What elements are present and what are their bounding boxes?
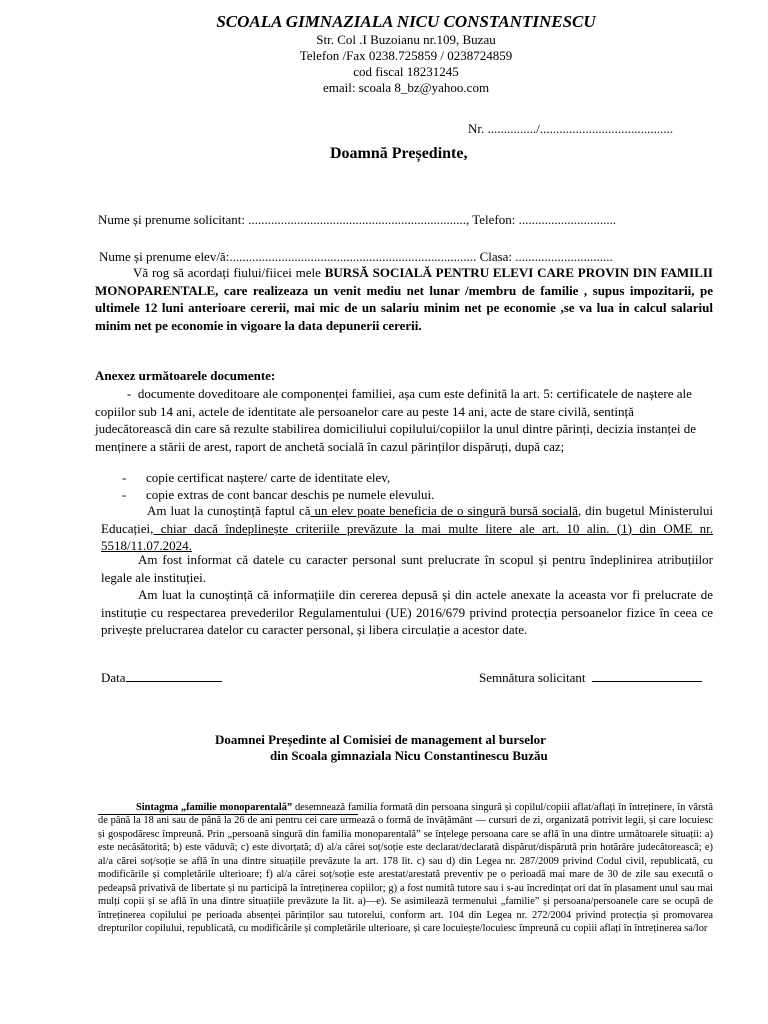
date-label: Data (101, 670, 126, 685)
statement-single-scholarship (101, 502, 713, 555)
request-bold-text: BURSĂ SOCIALĂ PENTRU ELEVI CARE PROVIN DIN FAMILII MONOPARENTALE, care realizeaza un venit mediu net lunar /membru de familie , supus impozitarii, pe ultimele 12 luni anterioare cererii, mai mic de un salariu minim net pe economie ,se va lua in calcul salariul minim net pe economie in vigoare la data depunerii cererii. (95, 265, 713, 333)
item-dash: - (127, 386, 132, 401)
footnote-term: Sintagma „familie monoparentală” (136, 802, 293, 813)
statement-gdpr: Am luat la cunoștință că informațiile din cererea depusă și din actele anexate la aceasta vor fi prelucrate de instituție cu respectarea prevederilor Regulamentului (UE) 2016/679 privind protecția persoanelor fizice în ceea ce privește prelucrarea datelor cu caracter personal, și libera circulație a acestor date. (101, 587, 713, 637)
request-intro: Vă rog să acordați fiului/fiicei mele (133, 265, 325, 280)
applicant-field: Nume și prenume solicitant: ..................................................................., Telefon: .............................. (98, 212, 617, 227)
footnote-text: desemnează familia formată din persoana singură și copilul/copiii aflat/aflați în întreținere, în vârstă de până la 18 ani sau de până la 26 de ani pentru cei care urmează o formă de învățământ — cursuri de zi, organizată potrivit legii, și care locuiesc și gospodăresc împreună. Prin „persoană singură din familia monoparentală” se înțelege persoana care se află în una dintre următoarele situații: a) este necăsătorită; b) este văduvă; c) este divorțată; d) al/a cărei soț/soție este declarat/declarată dispărut/dispărută prin hotărâre judecătorească; e) al/a cărei soț/soție se află în una dintre situațiile prevăzute la art. 178 lit. c) sau d) din Legea nr. 287/2009 privind Codul civil, republicată, cu modificările și completările ulterioare; f) al/a cărei soț/soție este arestat/arestată preventiv pe o perioadă mai mare de 30 de zile sau execută o pedeapsă privativă de libertate și nu participă la întreținerea copiilor; g) a fost numită tutore sau i s-au încredințat ori dat în plasament unul sau mai mulți copii și se află în una dintre situațiile prevăzute la lit. a)—e). Se asimilează termenului „familie” și persoana/persoanele care se ocupă de întreținerea copilului pe perioada absenței părinților sau tutorelui, conform art. 104 din Legea nr. 272/2004 privind protecția și promovarea drepturilor copilului, republicată, cu modificările și completările ulterioare, și care locuiește/locuiesc împreună cu copiii aflați în întreținerea sa/lor (98, 802, 713, 935)
item-dash: - (122, 487, 127, 502)
school-fiscal-code: cod fiscal 18231245 (353, 64, 459, 79)
signature-field (479, 669, 702, 686)
statement-1-text: Am luat la cunoștință faptul că (147, 503, 311, 518)
documents-item-1 (95, 385, 713, 455)
documents-heading: Anexez următoarele documente: (95, 368, 276, 383)
statement-1-underlined: un elev poate beneficia de o singură bursă socială (310, 503, 578, 518)
documents-item-1-text: documente doveditoare ale componenței familiei, așa cum este definită la art. 5: certificatele de naștere ale copiilor sub 14 ani, actele de identitate ale persoanelor care au peste 14 ani, acte de stare civilă, sentință judecătorească din care să rezulte stabilirea domiciliului copilului/copiilor la unul dintre părinți, decizia instanței de menținere a stării de arest, raport de anchetă socială în cazul părinților dispăruți, după caz; (95, 386, 697, 454)
salutation: Doamnă Președinte, (330, 145, 468, 162)
date-field (101, 669, 222, 686)
documents-item-3-text: copie extras de cont bancar deschis pe numele elevului. (146, 487, 435, 502)
statement-1-budget: , din bugetul Ministerului Educației (101, 503, 713, 536)
documents-item-2-text: copie certificat naștere/ carte de identitate elev, (146, 470, 391, 485)
statement-1-criteria: , chiar dacă îndeplinește criteriile prevăzute la mai multe litere ale art. 10 alin. (1) din OME nr. 5518/11.07.2024. (101, 520, 713, 553)
statement-personal-data: Am fost informat că datele cu caracter personal sunt prelucrate în scopul și pentru îndeplinirea atribuțiilor legale ale instituției. (101, 552, 713, 585)
school-address: Str. Col .I Buzoianu nr.109, Buzau (316, 32, 496, 47)
student-field: Nume și prenume elev/ă:............................................................................ Clasa: .............................. (99, 249, 613, 264)
addressee-line-1: Doamnei Președinte al Comisiei de management al burselor (215, 732, 546, 747)
footnote (98, 801, 713, 936)
item-dash: - (122, 470, 127, 485)
addressee-line-2: din Scoala gimnaziala Nicu Constantinescu Buzău (270, 748, 548, 763)
request-paragraph (95, 264, 713, 334)
signature-label: Semnătura solicitant (479, 670, 586, 685)
date-line (126, 680, 222, 682)
school-phone: Telefon /Fax 0238.725859 / 0238724859 (299, 48, 513, 63)
school-email: email: scoala 8_bz@yahoo.com (322, 80, 490, 95)
school-name: SCOALA GIMNAZIALA NICU CONSTANTINESCU (216, 12, 596, 31)
signature-line (592, 680, 702, 682)
documents-item-3 (122, 486, 434, 504)
registration-number: Nr. .............../......................................... (468, 121, 674, 136)
documents-item-2 (122, 469, 390, 487)
